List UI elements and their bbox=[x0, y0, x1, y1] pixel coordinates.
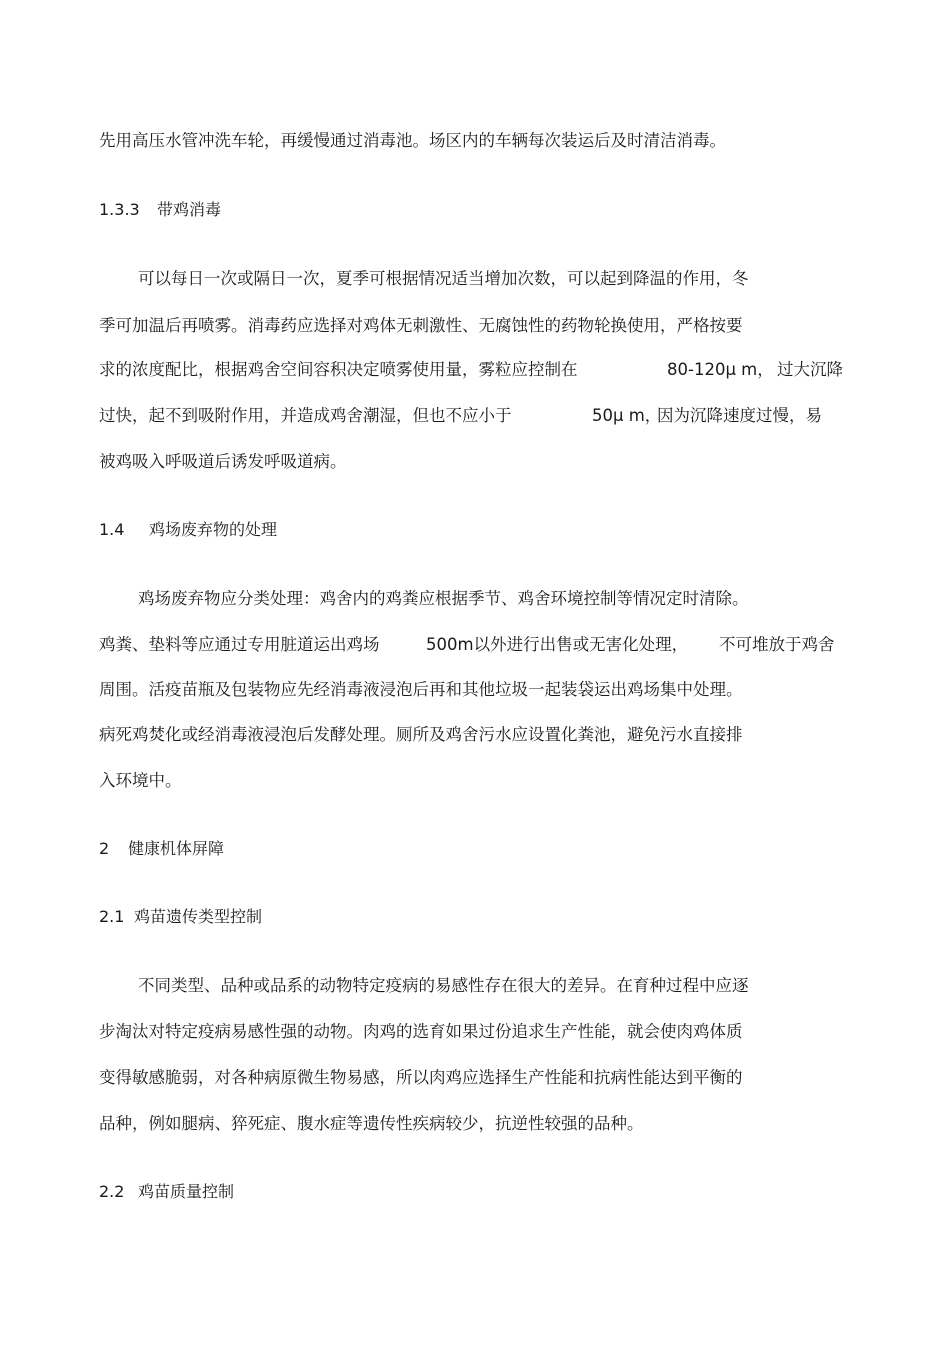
body-text: 品种，例如腿病、猝死症、腹水症等遗传性疾病较少，抗逆性较强的品种。 bbox=[99, 1114, 644, 1133]
body-text: 先用高压水管冲洗车轮，再缓慢通过消毒池。场区内的车辆每次装运后及时清洁消毒。 bbox=[99, 131, 726, 150]
body-text: 入环境中。 bbox=[99, 771, 182, 790]
paragraph-line bbox=[0, 1065, 950, 1091]
body-text: 因为沉降速度过慢，易 bbox=[657, 406, 822, 425]
body-text: 鸡场废弃物应分类处理：鸡舍内的鸡粪应根据季节、鸡舍环境控制等情况定时清除。 bbox=[138, 589, 749, 608]
paragraph-line bbox=[0, 632, 950, 658]
paragraph-line bbox=[0, 266, 950, 292]
body-text: 被鸡吸入呼吸道后诱发呼吸道病。 bbox=[99, 452, 347, 471]
measurement-value: 500m以外进行出售或无害化处理， bbox=[426, 635, 689, 654]
body-text: 不可堆放于鸡舍 bbox=[719, 635, 835, 654]
paragraph-line bbox=[0, 313, 950, 339]
paragraph-line bbox=[0, 128, 950, 154]
body-text: 可以每日一次或隔日一次，夏季可根据情况适当增加次数，可以起到降温的作用，冬 bbox=[138, 269, 749, 288]
paragraph-line bbox=[0, 722, 950, 748]
measurement-value: 80-120μ m， bbox=[667, 360, 774, 379]
paragraph-line bbox=[0, 1019, 950, 1045]
section-title: 鸡场废弃物的处理 bbox=[149, 520, 278, 539]
body-text: 步淘汰对特定疫病易感性强的动物。肉鸡的选育如果过份追求生产性能，就会使肉鸡体质 bbox=[99, 1022, 743, 1041]
measurement-value: 50μ m， bbox=[592, 406, 662, 425]
body-text: 季可加温后再喷雾。消毒药应选择对鸡体无刺激性、无腐蚀性的药物轮换使用，严格按要 bbox=[99, 316, 743, 335]
section-title: 健康机体屏障 bbox=[128, 839, 225, 858]
body-text: 过快，起不到吸附作用，并造成鸡舍潮湿，但也不应小于 bbox=[99, 406, 512, 425]
body-text: 变得敏感脆弱，对各种病原微生物易感，所以肉鸡应选择生产性能和抗病性能达到平衡的 bbox=[99, 1068, 743, 1087]
section-title: 鸡苗质量控制 bbox=[138, 1182, 235, 1201]
section-number: 2 bbox=[99, 839, 110, 858]
section-heading-2-1 bbox=[0, 904, 950, 930]
paragraph-line bbox=[0, 1111, 950, 1137]
paragraph-line bbox=[0, 586, 950, 612]
body-text: 周围。活疫苗瓶及包装物应先经消毒液浸泡后再和其他垃圾一起装袋运出鸡场集中处理。 bbox=[99, 680, 743, 699]
section-number: 1.3.3 bbox=[99, 200, 140, 219]
section-heading-2 bbox=[0, 836, 950, 862]
section-heading-1-3-3 bbox=[0, 197, 950, 223]
section-title: 鸡苗遗传类型控制 bbox=[134, 907, 263, 926]
body-text: 不同类型、品种或品系的动物特定疫病的易感性存在很大的差异。在育种过程中应逐 bbox=[138, 976, 749, 995]
section-title: 带鸡消毒 bbox=[157, 200, 222, 219]
body-text: 求的浓度配比，根据鸡舍空间容积决定喷雾使用量，雾粒应控制在 bbox=[99, 360, 578, 379]
body-text: 病死鸡焚化或经消毒液浸泡后发酵处理。厕所及鸡舍污水应设置化粪池，避免污水直接排 bbox=[99, 725, 743, 744]
section-heading-1-4 bbox=[0, 517, 950, 543]
paragraph-line bbox=[0, 768, 950, 794]
section-heading-2-2 bbox=[0, 1179, 950, 1205]
paragraph-line bbox=[0, 973, 950, 999]
paragraph-line bbox=[0, 357, 950, 383]
section-number: 1.4 bbox=[99, 520, 125, 539]
body-text: 鸡粪、垫料等应通过专用脏道运出鸡场 bbox=[99, 635, 380, 654]
paragraph-line bbox=[0, 403, 950, 429]
paragraph-line bbox=[0, 449, 950, 475]
section-number: 2.2 bbox=[99, 1182, 125, 1201]
paragraph-line bbox=[0, 677, 950, 703]
section-number: 2.1 bbox=[99, 907, 125, 926]
body-text: 过大沉降 bbox=[777, 360, 843, 379]
